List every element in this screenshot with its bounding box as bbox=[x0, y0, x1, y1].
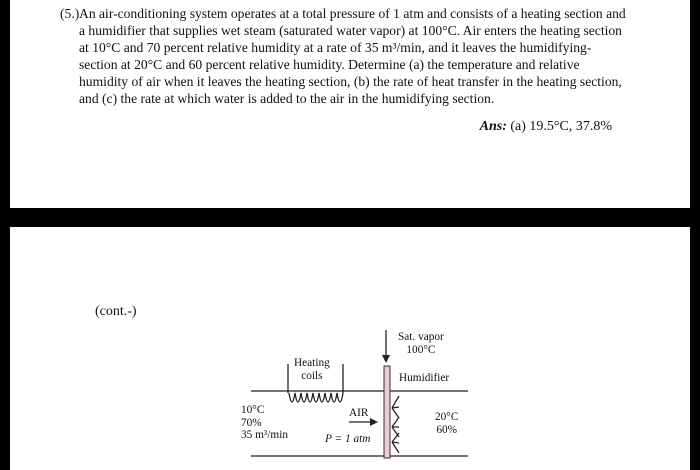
pressure-label: P = 1 atm bbox=[325, 433, 371, 445]
heating-line1: Heating bbox=[294, 357, 330, 369]
problem-text: An air-conditioning system operates at a total pressure of 1 atm and consists of a heating section and a humidifier that supplies wet steam (saturated water vapor) at 100°C. Air enters the heating section at 10°C and 70 percent relative humidity at a rate of 35 m³/min, and it leaves the humidifying-section at 20°C and 60 percent relative humidity. Determine (a) the temperature and relative humidity of air when it leaves the heating section, (b) the rate of heat transfer in the heating section, and (c) the rate at which water is added to the air in the humidifying section. bbox=[79, 6, 626, 106]
heating-coil bbox=[289, 393, 343, 402]
heating-coils-label bbox=[294, 357, 330, 382]
inlet-temp: 10°C bbox=[241, 404, 265, 416]
vapor-arrow-head bbox=[382, 355, 390, 363]
answer-value: (a) 19.5°C, 37.8% bbox=[510, 119, 612, 134]
air-label: AIR bbox=[349, 407, 369, 419]
outlet-temp: 20°C bbox=[435, 411, 459, 423]
inlet-rh: 70% bbox=[241, 416, 262, 429]
inlet-flow: 35 m³/min bbox=[241, 429, 289, 441]
cont-label: (cont.-) bbox=[95, 304, 137, 319]
diagram-panel bbox=[10, 227, 690, 470]
humidifier-pipe bbox=[384, 366, 390, 458]
problem-number: (5.) bbox=[60, 6, 80, 21]
spray-1 bbox=[392, 396, 399, 418]
answer bbox=[480, 119, 612, 135]
humidifier-label: Humidifier bbox=[399, 372, 450, 384]
sat-vapor-label bbox=[398, 331, 444, 356]
sat-vapor-line1: Sat. vapor bbox=[398, 331, 444, 343]
inlet-conditions bbox=[241, 404, 288, 442]
problem-statement bbox=[60, 6, 627, 107]
outlet-conditions bbox=[435, 411, 458, 436]
answer-label: Ans: bbox=[479, 119, 507, 134]
outlet-rh: 60% bbox=[436, 423, 458, 436]
heating-line2: coils bbox=[301, 369, 323, 382]
air-arrow-head bbox=[370, 418, 378, 426]
sat-vapor-line2: 100°C bbox=[406, 343, 436, 356]
problem-panel bbox=[10, 0, 690, 208]
